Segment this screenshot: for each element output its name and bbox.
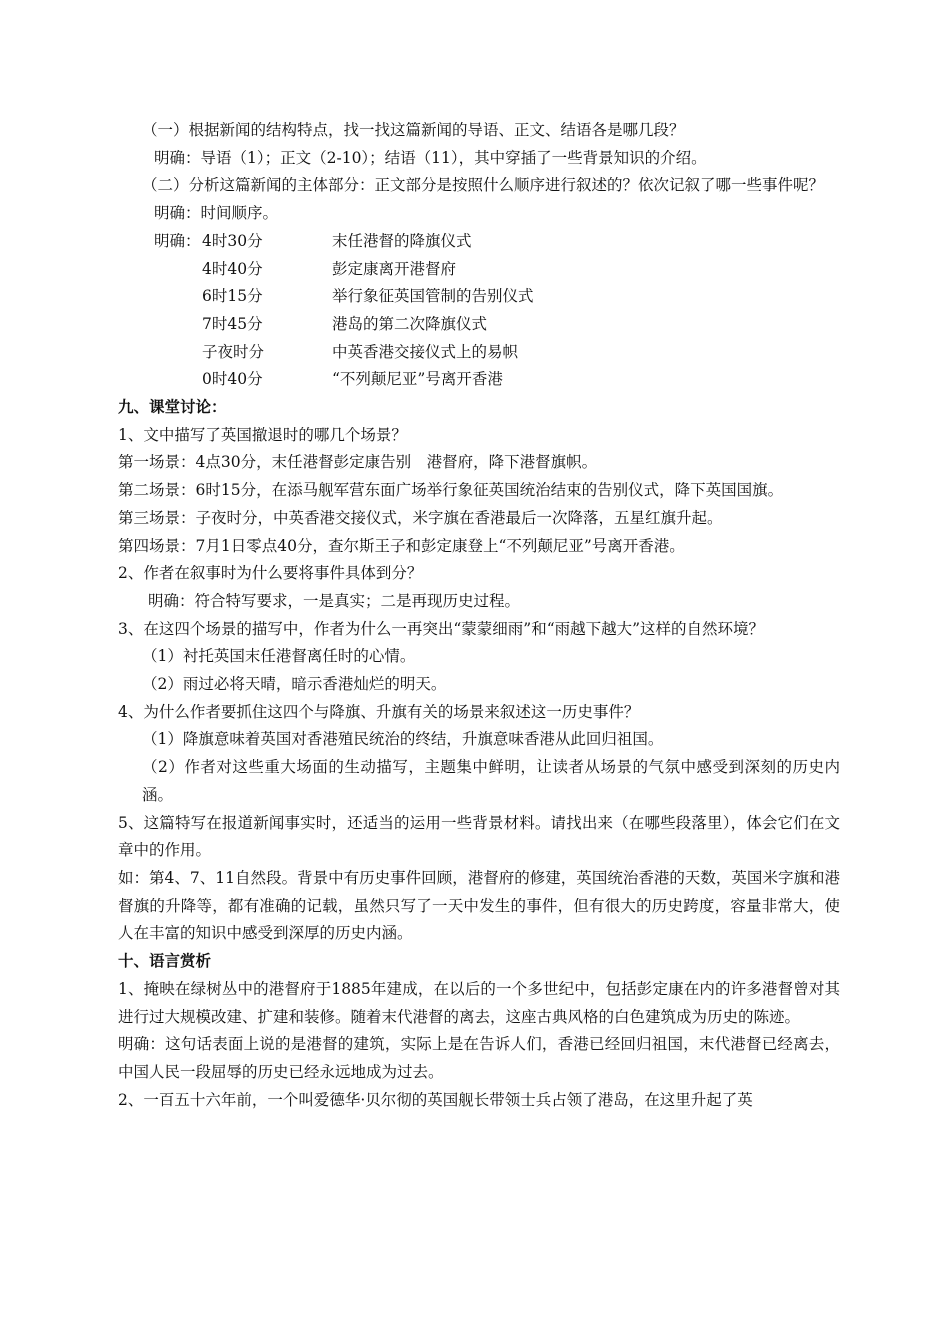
discussion-question: 4、为什么作者要抓住这四个与降旗、升旗有关的场景来叙述这一历史事件？: [118, 702, 640, 721]
timeline-time: 子夜时分: [202, 342, 265, 361]
timeline-row: [118, 366, 840, 394]
timeline-time: 4时40分: [202, 259, 263, 278]
discussion-question: 2、作者在叙事时为什么要将事件具体到分？: [118, 564, 423, 583]
timeline-row: [118, 283, 840, 311]
timeline-event: 港岛的第二次降旗仪式: [332, 314, 488, 333]
document-body: [118, 117, 840, 1114]
discussion-answer: （1）衬托英国末任港督离任时的心情。: [142, 647, 416, 666]
timeline-event: “不列颠尼亚”号离开香港: [332, 370, 503, 389]
timeline-event: 中英香港交接仪式上的易帜: [332, 342, 519, 361]
timeline-event: 末任港督的降旗仪式: [332, 231, 472, 250]
scene-item: 第二场景：6时15分，在添马舰军营东面广场举行象征英国统治结束的告别仪式，降下英国国旗。: [118, 481, 784, 500]
timeline-time: 4时30分: [202, 231, 263, 250]
section-heading-discussion: 九、课堂讨论：: [118, 398, 227, 417]
scene-item: 第三场景：子夜时分，中英香港交接仪式，米字旗在香港最后一次降落，五星红旗升起。: [118, 508, 723, 527]
answer-structure: 明确：导语（1）；正文（2-10）；结语（11），其中穿插了一些背景知识的介绍。: [154, 148, 707, 167]
language-answer: 明确：这句话表面上说的是港督的建筑，实际上是在告诉人们，香港已经回归祖国，末代港督已经离去，中国人民一段屈辱的历史已经永远地成为过去。: [118, 1035, 840, 1081]
timeline-row: [118, 256, 840, 284]
timeline-time: 0时40分: [202, 370, 263, 389]
discussion-answer: 如：第4、7、11自然段。背景中有历史事件回顾，港督府的修建，英国统治香港的天数，英国米字旗和港督旗的升降等，都有准确的记载，虽然只写了一天中发生的事件，但有很大的历史跨度，容量非常大，使人在丰富的知识中感受到深厚的历史内涵。: [118, 868, 840, 943]
timeline-time: 7时45分: [202, 314, 263, 333]
answer-sequence: 明确：时间顺序。: [154, 204, 279, 223]
discussion-question: 3、在这四个场景的描写中，作者为什么一再突出“蒙蒙细雨”和“雨越下越大”这样的自然环境？: [118, 619, 765, 638]
timeline-row: [118, 228, 840, 256]
section-heading-language: 十、语言赏析: [118, 952, 212, 971]
question-structure: （一）根据新闻的结构特点，找一找这篇新闻的导语、正文、结语各是哪几段？: [142, 121, 685, 139]
timeline-label: 明确：: [154, 231, 201, 250]
timeline-row: [118, 311, 840, 339]
language-item: 2、一百五十六年前，一个叫爱德华·贝尔彻的英国舰长带领士兵占领了港岛，在这里升起了英: [118, 1090, 753, 1109]
timeline-event: 彭定康离开港督府: [332, 259, 457, 278]
discussion-question: 5、这篇特写在报道新闻事实时，还适当的运用一些背景材料。请找出来（在哪些段落里），体会它们在文章中的作用。: [118, 813, 840, 860]
timeline-event: 举行象征英国管制的告别仪式: [332, 287, 534, 306]
scene-item: 第一场景：4点30分，末任港督彭定康告别 港督府，降下港督旗帜。: [118, 453, 598, 472]
timeline-time: 6时15分: [202, 287, 263, 306]
question-sequence: （二）分析这篇新闻的主体部分：正文部分是按照什么顺序进行叙述的？依次记叙了哪一些事件呢？: [142, 176, 825, 195]
scene-item: 第四场景：7月1日零点40分，查尔斯王子和彭定康登上“不列颠尼亚”号离开香港。: [118, 536, 685, 555]
discussion-answer: （2）作者对这些重大场面的生动描写，主题集中鲜明，让读者从场景的气氛中感受到深刻的历史内涵。: [142, 758, 840, 804]
timeline-list: [118, 228, 840, 394]
discussion-answer: （2）雨过必将天晴，暗示香港灿烂的明天。: [142, 675, 447, 694]
language-item: 1、掩映在绿树丛中的港督府于1885年建成，在以后的一个多世纪中，包括彭定康在内的许多港督曾对其进行过大规模改建、扩建和装修。随着末代港督的离去，这座古典风格的白色建筑成为历史的陈迹。: [118, 979, 840, 1026]
discussion-answer: （1）降旗意味着英国对香港殖民统治的终结，升旗意味香港从此回归祖国。: [142, 730, 664, 749]
discussion-question: 1、文中描写了英国撤退时的哪几个场景？: [118, 425, 407, 444]
timeline-row: [118, 339, 840, 367]
discussion-answer: 明确：符合特写要求，一是真实；二是再现历史过程。: [148, 591, 521, 610]
